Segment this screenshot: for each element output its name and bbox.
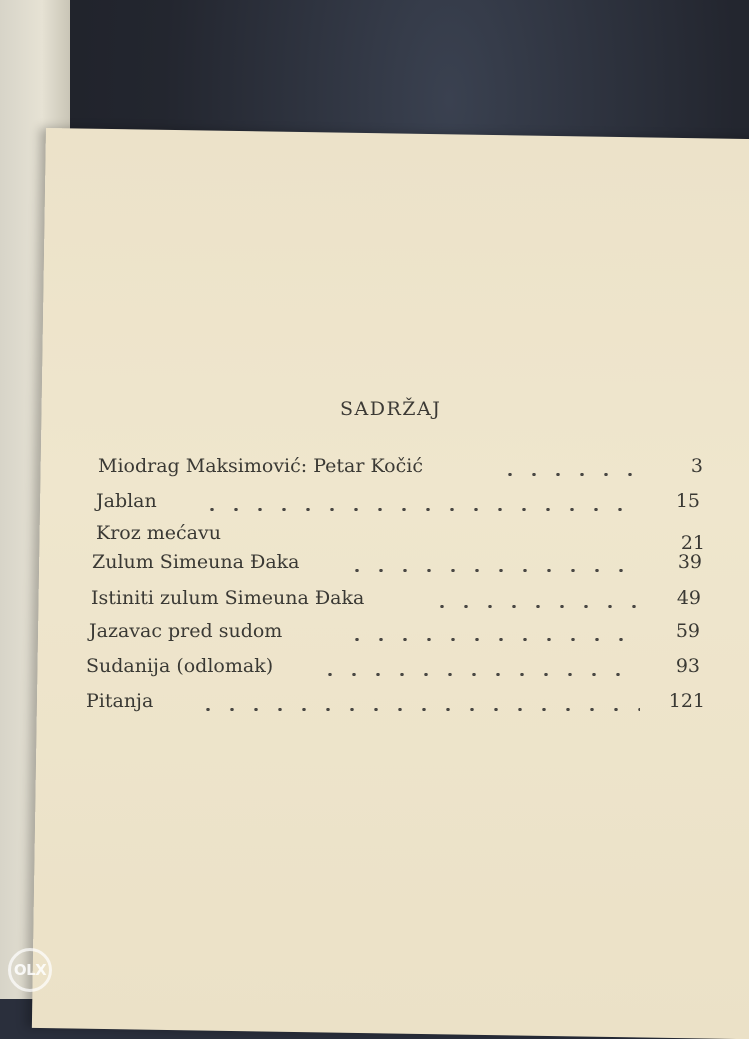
toc-entry-title: Zulum Simeuna Đaka: [92, 551, 300, 573]
toc-entry-page: 15: [675, 490, 700, 512]
toc-entry-page: 59: [675, 620, 700, 642]
book-page: [32, 128, 749, 1039]
toc-entry: [0, 690, 749, 720]
toc-entry-title: Miodrag Maksimović: Petar Kočić: [98, 455, 423, 477]
watermark-logo: OLX: [8, 948, 52, 992]
dot-leader: [345, 638, 640, 641]
toc-entry: [0, 551, 749, 581]
dot-leader: [196, 708, 640, 711]
toc-entry: [0, 655, 749, 685]
toc-entry: [0, 455, 749, 485]
dot-leader: [200, 508, 640, 511]
toc-heading: SADRŽAJ: [340, 398, 442, 420]
toc-entry: [0, 620, 749, 650]
toc-entry-title: Istiniti zulum Simeuna Đaka: [91, 587, 365, 609]
dot-leader: [345, 569, 640, 572]
toc-entry-page: 121: [668, 690, 705, 712]
toc-entry-page: 93: [675, 655, 700, 677]
toc-entry-title: Kroz mećavu: [96, 522, 221, 544]
dot-leader: [318, 673, 640, 676]
toc-entry-page: 39: [677, 551, 702, 573]
toc-entry-title: Jazavac pred sudom: [89, 620, 283, 642]
toc-entry-page: 49: [676, 587, 701, 609]
toc-entry-title: Sudanija (odlomak): [86, 655, 274, 677]
toc-entry: [0, 490, 749, 520]
toc-entry: [0, 522, 749, 552]
toc-entry-title: Pitanja: [86, 690, 154, 712]
dot-leader: [430, 605, 640, 608]
dot-leader: [498, 473, 638, 476]
toc-entry: [0, 587, 749, 617]
toc-entry-page: 21: [680, 532, 705, 554]
toc-entry-page: 3: [690, 455, 703, 477]
toc-entry-title: Jablan: [96, 490, 157, 512]
